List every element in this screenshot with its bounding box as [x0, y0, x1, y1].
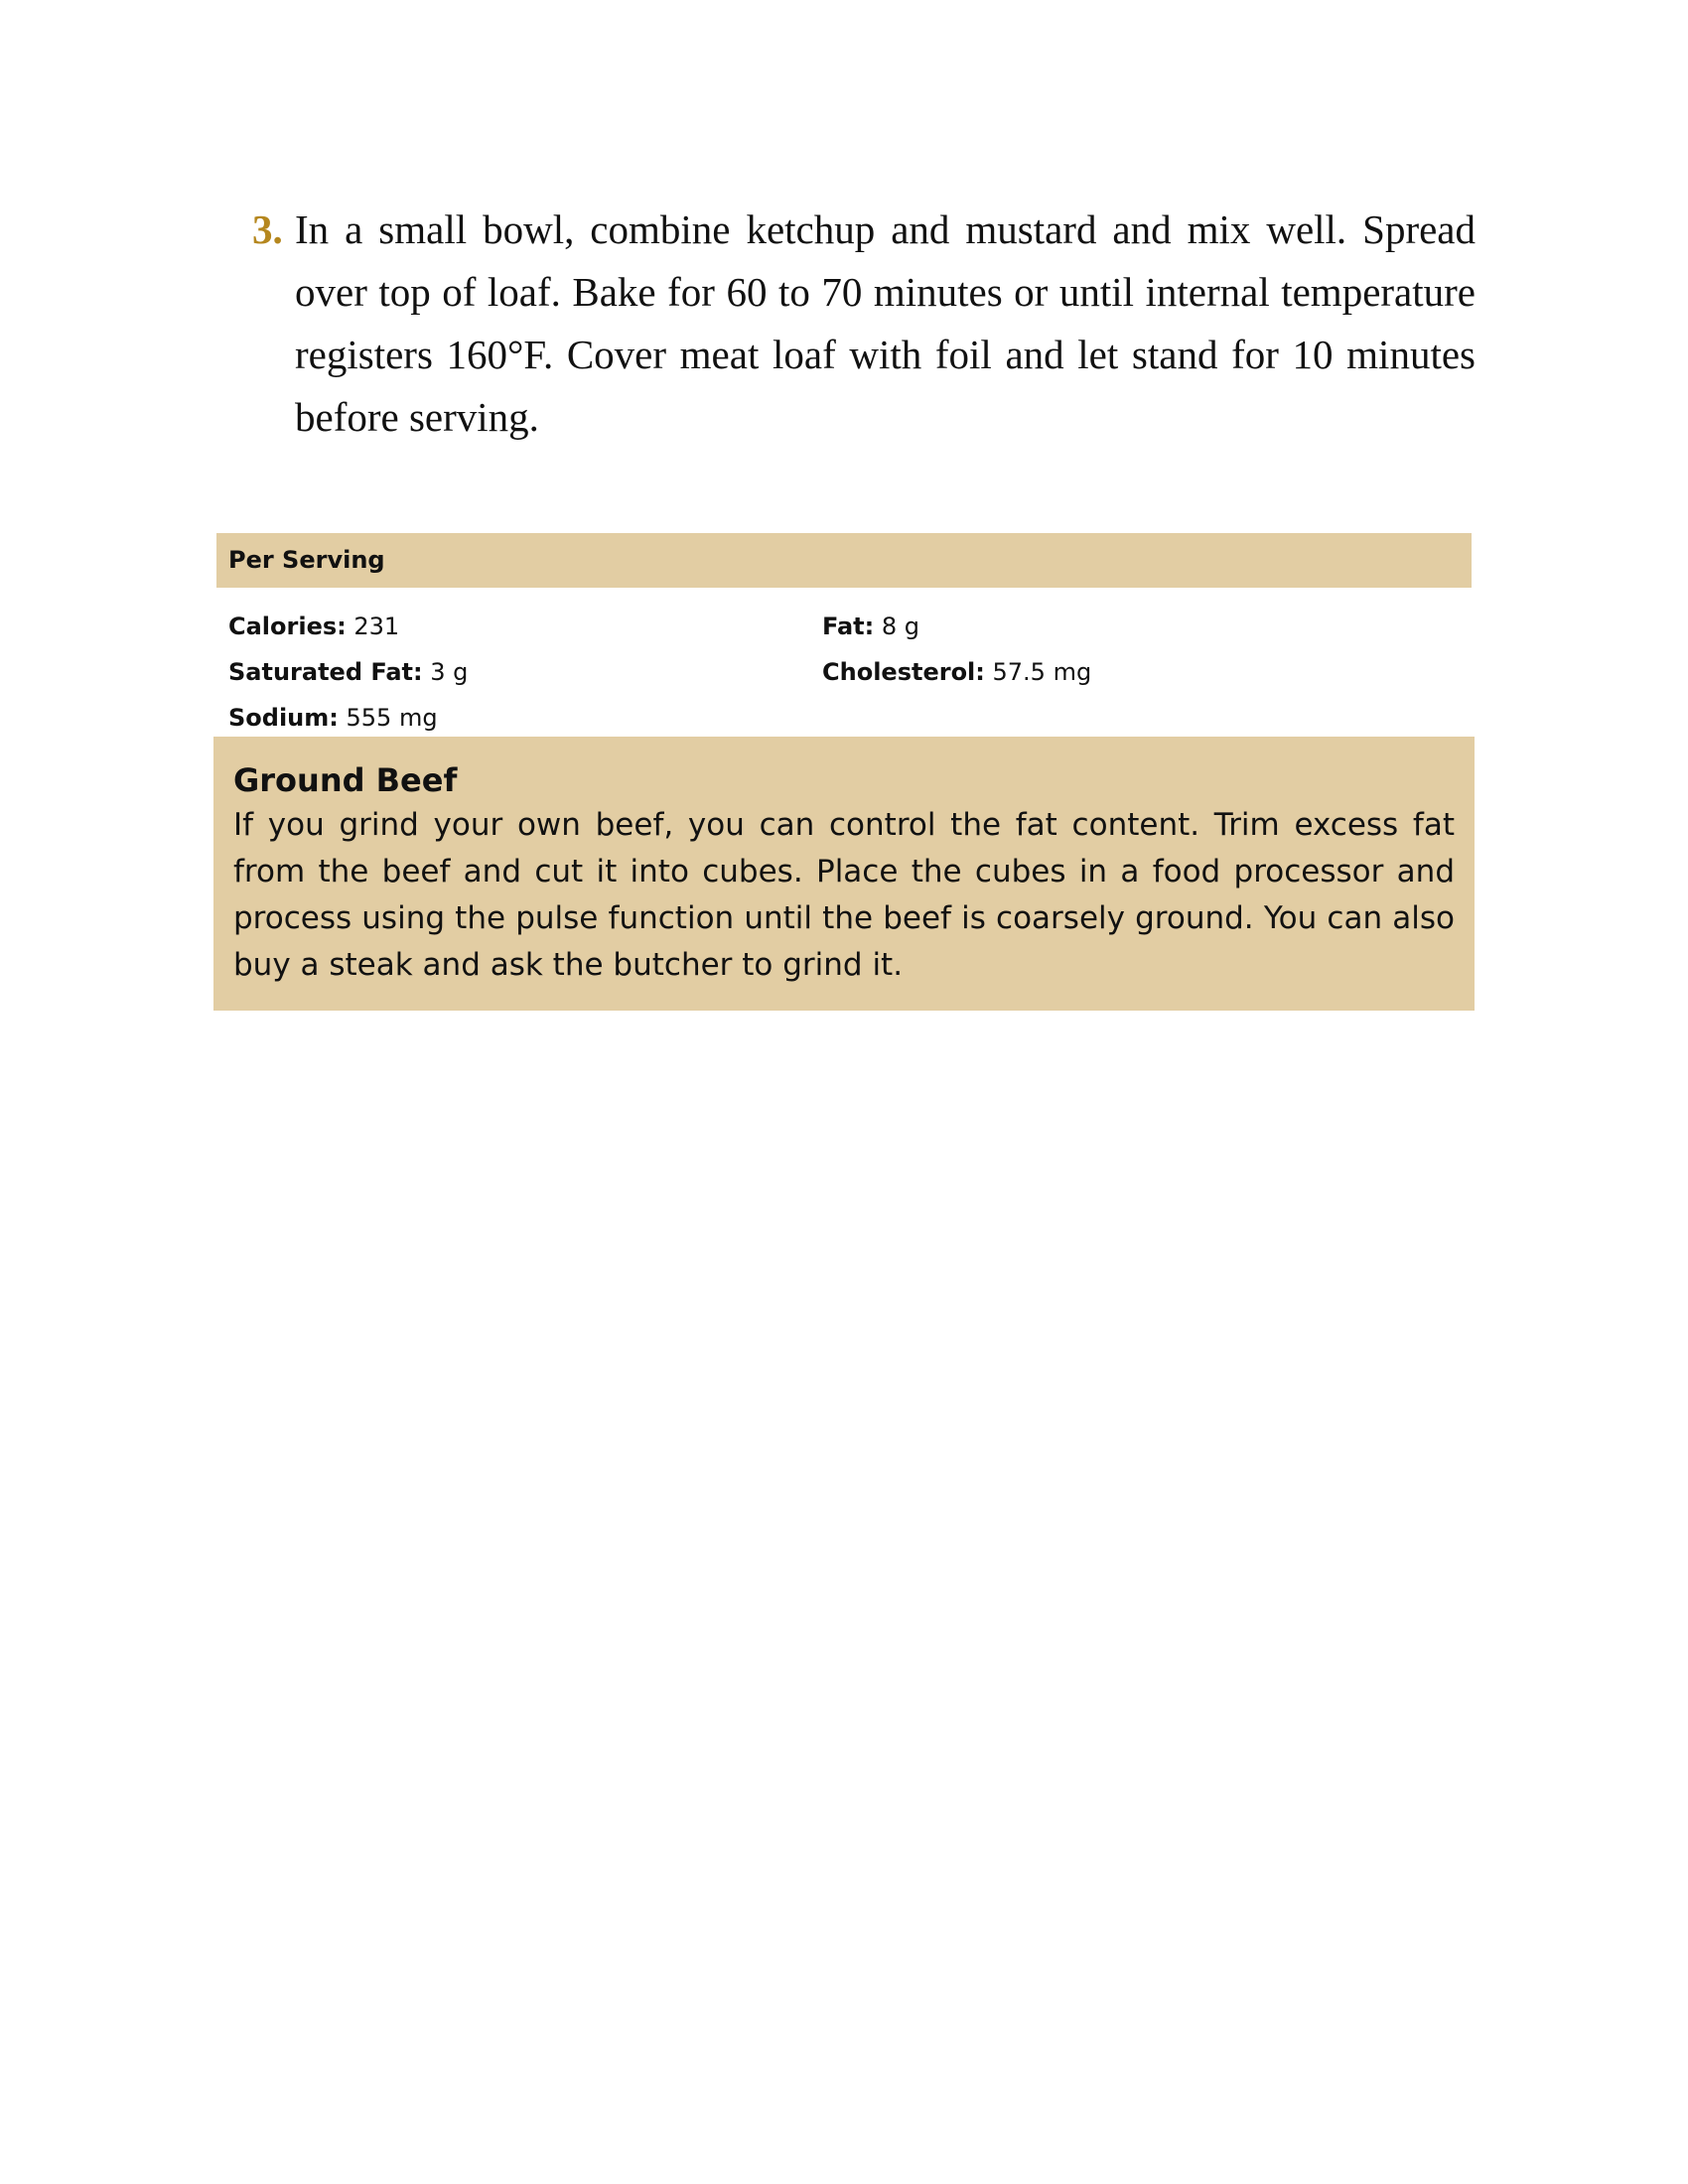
step-number: 3. [252, 206, 283, 252]
nutrition-label: Saturated Fat: [228, 658, 423, 686]
nutrition-header: Per Serving [216, 533, 1472, 588]
step-text: In a small bowl, combine ketchup and mustard and mix well. Spread over top of loaf. Bake for 60 to 70 minutes or until internal temperature registers 160°F. Cover meat loaf with foil and let stand for 10 minutes before serving. [295, 206, 1476, 440]
tip-box-ground-beef [213, 737, 1475, 1011]
nutrition-value: 3 g [430, 658, 469, 686]
nutrition-value: 57.5 mg [992, 658, 1092, 686]
nutrition-grid [216, 588, 1472, 741]
tip-body: If you grind your own beef, you can control the fat content. Trim excess fat from the beef and cut it into cubes. Place the cubes in a food processor and process using the pulse function until the beef is coarsely ground. You can also buy a steak and ask the butcher to grind it. [233, 807, 1455, 983]
nutrition-label: Sodium: [228, 704, 339, 732]
nutrition-label: Calories: [228, 613, 347, 640]
nutrition-label: Cholesterol: [822, 658, 985, 686]
nutrition-value: 8 g [881, 613, 920, 640]
nutrition-item-sodium [228, 695, 822, 741]
nutrition-item-calories [228, 604, 822, 649]
recipe-step [252, 199, 1476, 449]
nutrition-item-cholesterol [822, 649, 1418, 695]
nutrition-label: Fat: [822, 613, 875, 640]
nutrition-value: 231 [353, 613, 400, 640]
nutrition-value: 555 mg [346, 704, 438, 732]
nutrition-panel [216, 533, 1472, 741]
nutrition-item-saturated-fat [228, 649, 822, 695]
tip-title: Ground Beef [233, 761, 458, 799]
nutrition-item-fat [822, 604, 1418, 649]
